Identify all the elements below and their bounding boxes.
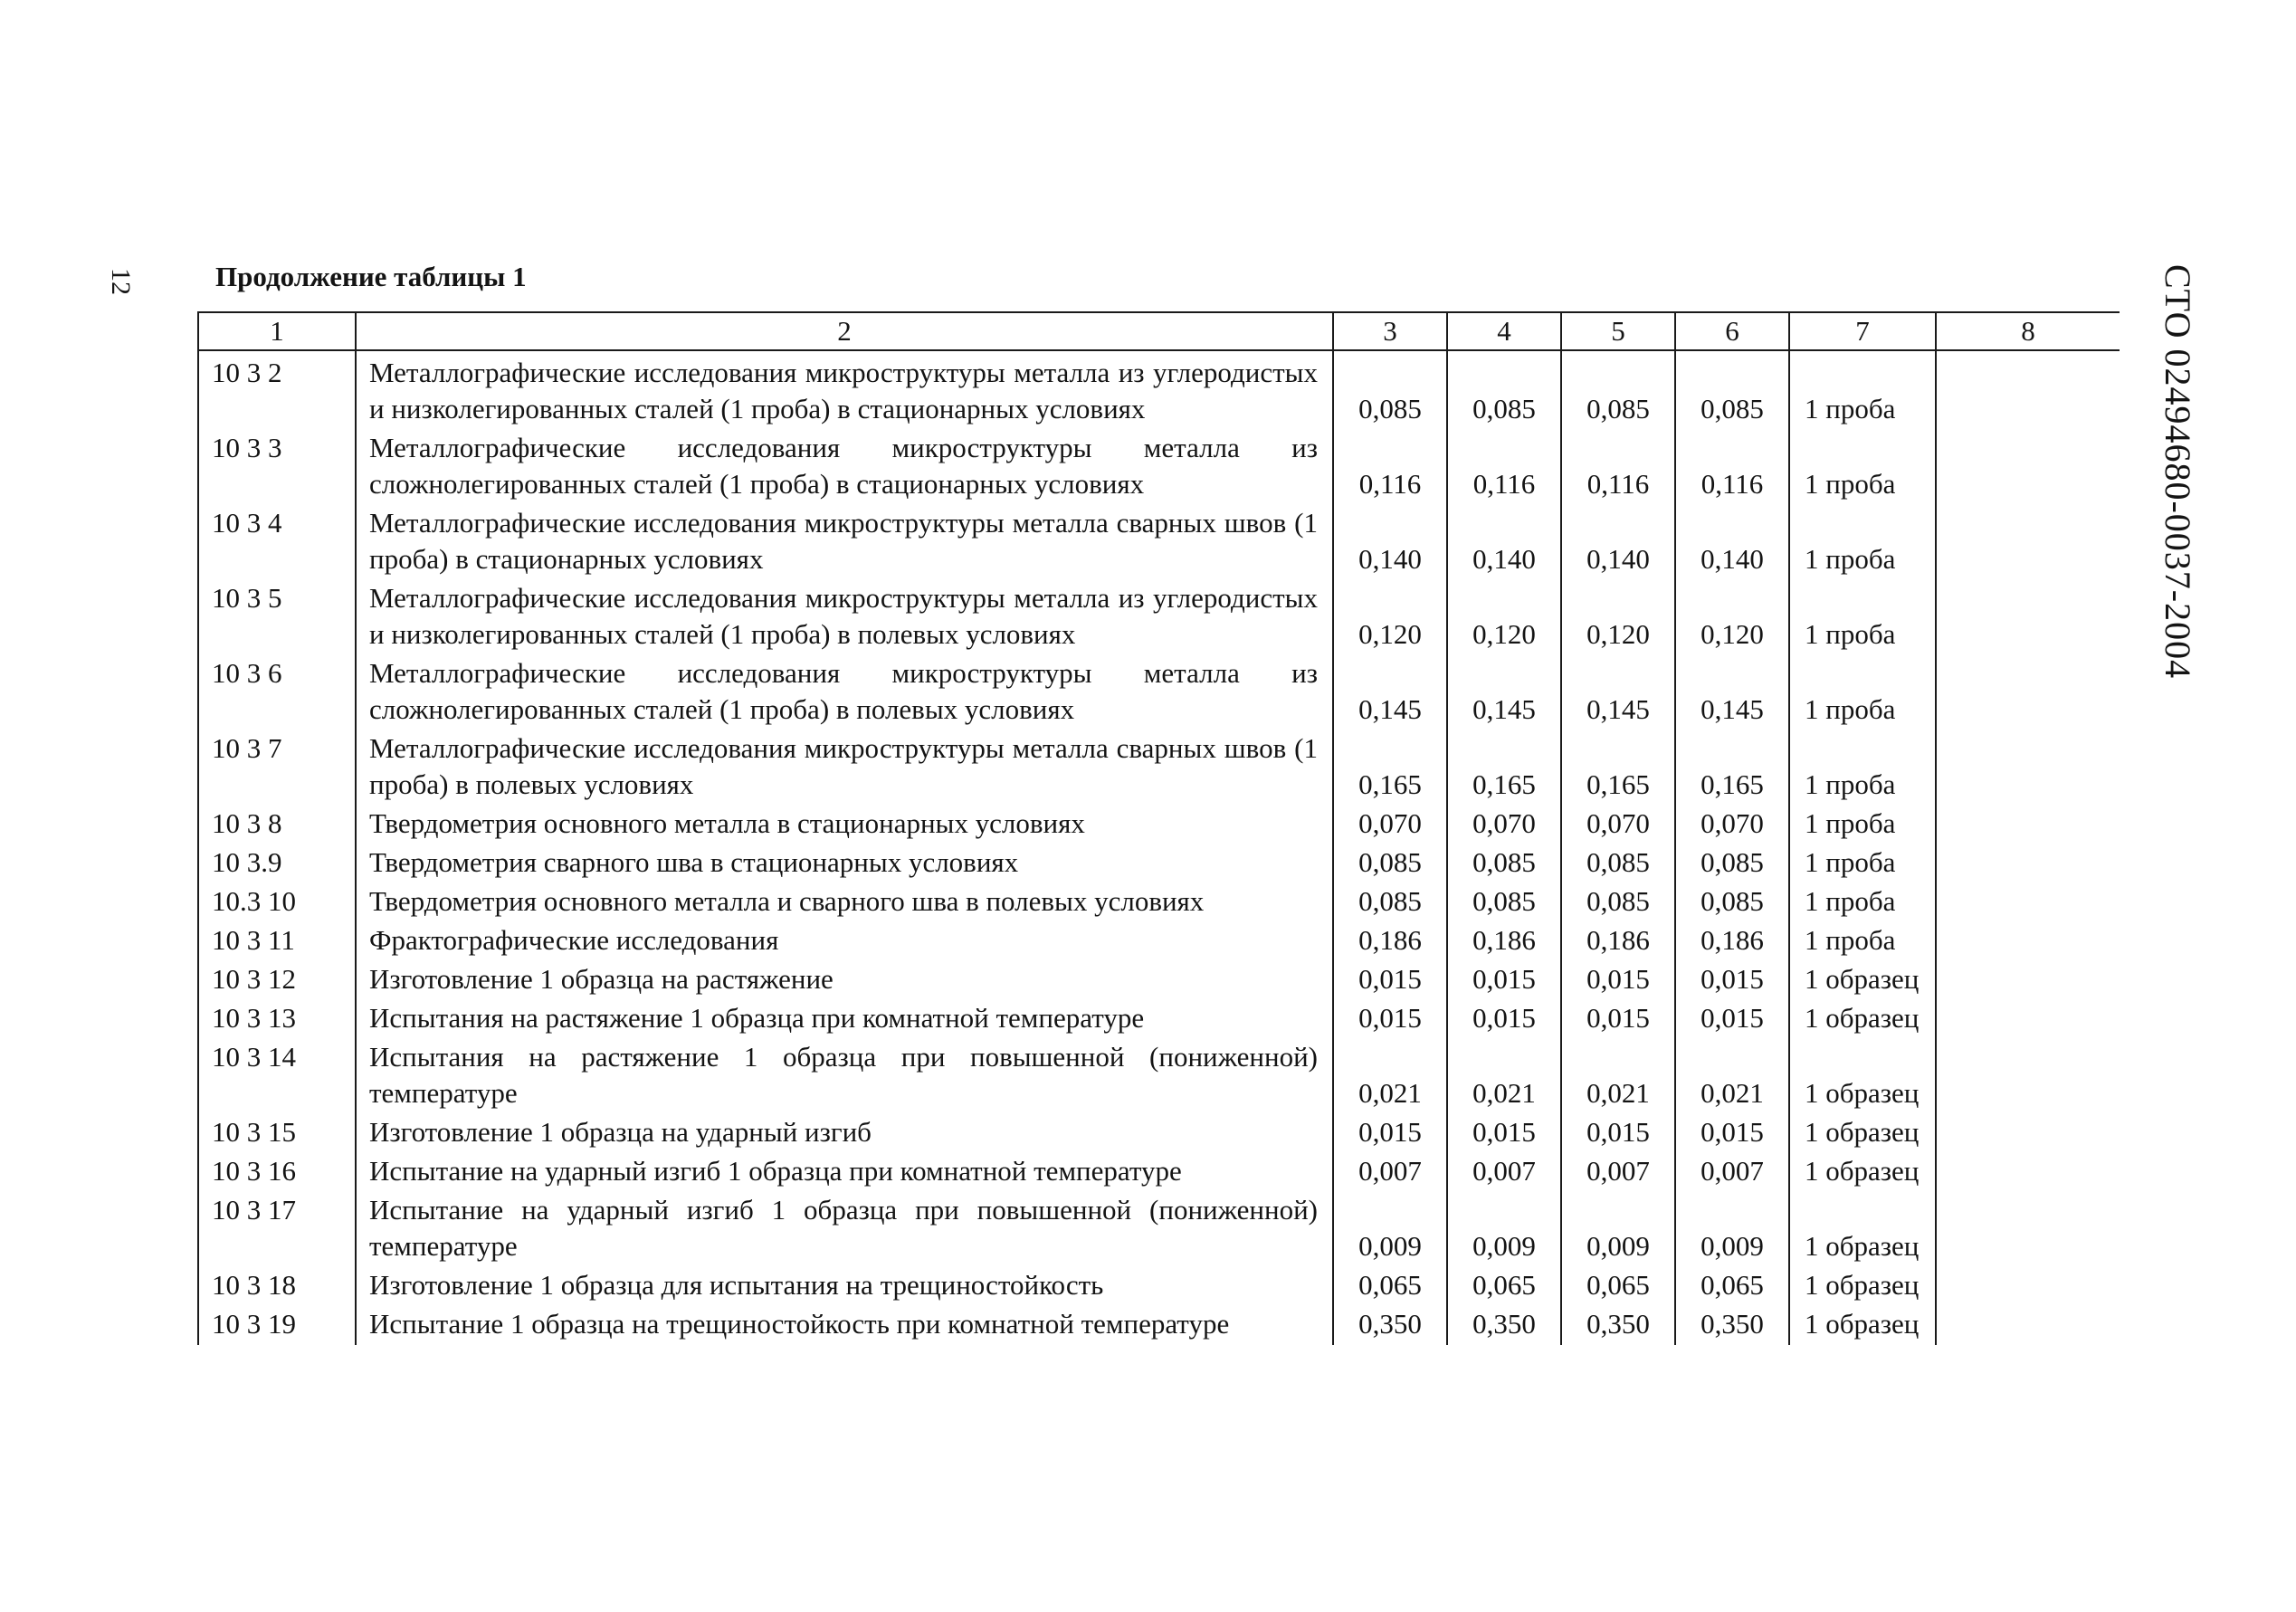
row-unit: 1 образец (1789, 1306, 1936, 1345)
row-value-col8 (1936, 1039, 2120, 1114)
row-value-col8 (1936, 580, 2120, 655)
row-value-col5: 0,015 (1561, 961, 1675, 1000)
page-number: 12 (106, 268, 136, 295)
row-value-col3: 0,120 (1333, 580, 1447, 655)
row-unit: 1 проба (1789, 655, 1936, 730)
row-description: Металлографические исследования микроструктуры металла сварных швов (1 проба) в стационарных условиях (356, 505, 1333, 580)
row-unit: 1 проба (1789, 922, 1936, 961)
row-code: 10 3 15 (198, 1114, 356, 1153)
row-value-col5: 0,065 (1561, 1267, 1675, 1306)
row-value-col6: 0,015 (1675, 1000, 1789, 1039)
table-row (198, 430, 2120, 505)
row-code: 10 3 5 (198, 580, 356, 655)
row-description: Испытание на ударный изгиб 1 образца при повышенной (пониженной) температуре (356, 1192, 1333, 1267)
column-header-2: 2 (356, 312, 1333, 350)
row-value-col6: 0,350 (1675, 1306, 1789, 1345)
row-unit: 1 образец (1789, 1267, 1936, 1306)
row-value-col8 (1936, 961, 2120, 1000)
table-row (198, 1114, 2120, 1153)
row-value-col3: 0,009 (1333, 1192, 1447, 1267)
column-header-6: 6 (1675, 312, 1789, 350)
row-description: Испытания на растяжение 1 образца при повышенной (пониженной) температуре (356, 1039, 1333, 1114)
row-value-col4: 0,085 (1447, 883, 1561, 922)
table-row (198, 580, 2120, 655)
row-description: Фрактографические исследования (356, 922, 1333, 961)
table-header-row (198, 312, 2120, 350)
row-value-col5: 0,186 (1561, 922, 1675, 961)
row-description: Изготовление 1 образца на растяжение (356, 961, 1333, 1000)
row-value-col5: 0,120 (1561, 580, 1675, 655)
row-description: Твердометрия основного металла в стационарных условиях (356, 806, 1333, 844)
row-value-col8 (1936, 844, 2120, 883)
row-value-col4: 0,140 (1447, 505, 1561, 580)
row-value-col6: 0,015 (1675, 961, 1789, 1000)
table-row (198, 1267, 2120, 1306)
table-body (198, 350, 2120, 1345)
row-code: 10 3 8 (198, 806, 356, 844)
row-code: 10 3 6 (198, 655, 356, 730)
row-value-col5: 0,021 (1561, 1039, 1675, 1114)
row-value-col4: 0,186 (1447, 922, 1561, 961)
row-value-col6: 0,021 (1675, 1039, 1789, 1114)
row-code: 10 3 13 (198, 1000, 356, 1039)
row-code: 10 3 12 (198, 961, 356, 1000)
row-value-col8 (1936, 350, 2120, 430)
row-value-col8 (1936, 1000, 2120, 1039)
column-header-1: 1 (198, 312, 356, 350)
table-row (198, 844, 2120, 883)
row-unit: 1 проба (1789, 430, 1936, 505)
document-code: СТО 02494680-0037-2004 (2158, 264, 2198, 680)
row-value-col3: 0,007 (1333, 1153, 1447, 1192)
row-unit: 1 образец (1789, 1039, 1936, 1114)
row-code: 10.3 10 (198, 883, 356, 922)
row-code: 10 3 19 (198, 1306, 356, 1345)
row-value-col4: 0,070 (1447, 806, 1561, 844)
row-value-col8 (1936, 1192, 2120, 1267)
row-unit: 1 образец (1789, 1153, 1936, 1192)
table-row (198, 922, 2120, 961)
row-value-col3: 0,140 (1333, 505, 1447, 580)
row-value-col5: 0,070 (1561, 806, 1675, 844)
row-value-col4: 0,165 (1447, 730, 1561, 806)
row-description: Металлографические исследования микроструктуры металла из сложнолегированных сталей (1 проба) в полевых условиях (356, 655, 1333, 730)
row-value-col3: 0,065 (1333, 1267, 1447, 1306)
row-unit: 1 проба (1789, 350, 1936, 430)
row-value-col4: 0,021 (1447, 1039, 1561, 1114)
row-value-col4: 0,120 (1447, 580, 1561, 655)
table-row (198, 1000, 2120, 1039)
row-value-col3: 0,015 (1333, 1000, 1447, 1039)
column-header-5: 5 (1561, 312, 1675, 350)
table-row (198, 1153, 2120, 1192)
row-value-col3: 0,085 (1333, 844, 1447, 883)
column-header-8: 8 (1936, 312, 2120, 350)
row-value-col6: 0,015 (1675, 1114, 1789, 1153)
row-value-col5: 0,015 (1561, 1114, 1675, 1153)
row-value-col6: 0,186 (1675, 922, 1789, 961)
column-header-4: 4 (1447, 312, 1561, 350)
row-code: 10 3 3 (198, 430, 356, 505)
row-value-col5: 0,015 (1561, 1000, 1675, 1039)
row-value-col4: 0,350 (1447, 1306, 1561, 1345)
row-unit: 1 проба (1789, 883, 1936, 922)
row-unit: 1 проба (1789, 580, 1936, 655)
row-value-col6: 0,116 (1675, 430, 1789, 505)
row-value-col3: 0,165 (1333, 730, 1447, 806)
row-value-col5: 0,007 (1561, 1153, 1675, 1192)
row-value-col5: 0,350 (1561, 1306, 1675, 1345)
row-unit: 1 образец (1789, 1114, 1936, 1153)
row-code: 10 3 17 (198, 1192, 356, 1267)
row-value-col3: 0,350 (1333, 1306, 1447, 1345)
row-unit: 1 образец (1789, 1000, 1936, 1039)
row-description: Испытания на растяжение 1 образца при комнатной температуре (356, 1000, 1333, 1039)
row-unit: 1 проба (1789, 730, 1936, 806)
row-value-col3: 0,021 (1333, 1039, 1447, 1114)
row-value-col4: 0,116 (1447, 430, 1561, 505)
row-description: Твердометрия основного металла и сварного шва в полевых условиях (356, 883, 1333, 922)
row-value-col6: 0,085 (1675, 844, 1789, 883)
row-value-col6: 0,007 (1675, 1153, 1789, 1192)
norms-table-container (197, 311, 2120, 1454)
table-row (198, 1306, 2120, 1345)
row-description: Металлографические исследования микроструктуры металла сварных швов (1 проба) в полевых условиях (356, 730, 1333, 806)
row-value-col8 (1936, 806, 2120, 844)
row-value-col6: 0,009 (1675, 1192, 1789, 1267)
row-value-col8 (1936, 730, 2120, 806)
row-value-col3: 0,085 (1333, 350, 1447, 430)
row-value-col8 (1936, 655, 2120, 730)
row-description: Твердометрия сварного шва в стационарных условиях (356, 844, 1333, 883)
table-row (198, 1039, 2120, 1114)
row-value-col5: 0,145 (1561, 655, 1675, 730)
table-row (198, 730, 2120, 806)
row-code: 10 3 14 (198, 1039, 356, 1114)
row-value-col4: 0,015 (1447, 1000, 1561, 1039)
row-value-col3: 0,145 (1333, 655, 1447, 730)
table-row (198, 350, 2120, 430)
row-value-col3: 0,015 (1333, 961, 1447, 1000)
row-code: 10 3 18 (198, 1267, 356, 1306)
table-row (198, 806, 2120, 844)
row-code: 10 3 4 (198, 505, 356, 580)
row-description: Металлографические исследования микроструктуры металла из углеродистых и низколегированных сталей (1 проба) в стационарных условиях (356, 350, 1333, 430)
row-value-col8 (1936, 430, 2120, 505)
row-code: 10 3 16 (198, 1153, 356, 1192)
row-value-col5: 0,116 (1561, 430, 1675, 505)
row-code: 10 3 7 (198, 730, 356, 806)
row-value-col3: 0,186 (1333, 922, 1447, 961)
row-value-col6: 0,065 (1675, 1267, 1789, 1306)
row-value-col5: 0,165 (1561, 730, 1675, 806)
row-value-col4: 0,009 (1447, 1192, 1561, 1267)
row-value-col6: 0,165 (1675, 730, 1789, 806)
row-value-col4: 0,015 (1447, 961, 1561, 1000)
row-value-col5: 0,085 (1561, 844, 1675, 883)
row-value-col4: 0,145 (1447, 655, 1561, 730)
table-caption: Продолжение таблицы 1 (215, 261, 527, 292)
row-value-col8 (1936, 883, 2120, 922)
row-value-col8 (1936, 1267, 2120, 1306)
table-row (198, 961, 2120, 1000)
row-value-col3: 0,070 (1333, 806, 1447, 844)
row-value-col6: 0,070 (1675, 806, 1789, 844)
row-value-col5: 0,085 (1561, 350, 1675, 430)
row-value-col3: 0,015 (1333, 1114, 1447, 1153)
row-unit: 1 проба (1789, 505, 1936, 580)
column-header-3: 3 (1333, 312, 1447, 350)
row-value-col4: 0,085 (1447, 350, 1561, 430)
row-value-col6: 0,085 (1675, 883, 1789, 922)
row-value-col8 (1936, 1153, 2120, 1192)
row-unit: 1 образец (1789, 1192, 1936, 1267)
row-value-col5: 0,085 (1561, 883, 1675, 922)
row-value-col5: 0,009 (1561, 1192, 1675, 1267)
row-code: 10 3.9 (198, 844, 356, 883)
row-value-col3: 0,116 (1333, 430, 1447, 505)
row-value-col4: 0,015 (1447, 1114, 1561, 1153)
row-value-col6: 0,140 (1675, 505, 1789, 580)
row-value-col6: 0,120 (1675, 580, 1789, 655)
row-description: Металлографические исследования микроструктуры металла из углеродистых и низколегированных сталей (1 проба) в полевых условиях (356, 580, 1333, 655)
row-description: Испытание 1 образца на трещиностойкость при комнатной температуре (356, 1306, 1333, 1345)
row-value-col6: 0,145 (1675, 655, 1789, 730)
table-row (198, 883, 2120, 922)
row-value-col4: 0,065 (1447, 1267, 1561, 1306)
table-row (198, 655, 2120, 730)
row-value-col5: 0,140 (1561, 505, 1675, 580)
table-row (198, 1192, 2120, 1267)
row-unit: 1 проба (1789, 806, 1936, 844)
row-unit: 1 проба (1789, 844, 1936, 883)
row-value-col8 (1936, 1114, 2120, 1153)
norms-table (197, 311, 2120, 1345)
row-value-col8 (1936, 1306, 2120, 1345)
row-value-col8 (1936, 922, 2120, 961)
row-value-col8 (1936, 505, 2120, 580)
row-code: 10 3 11 (198, 922, 356, 961)
row-code: 10 3 2 (198, 350, 356, 430)
row-description: Изготовление 1 образца на ударный изгиб (356, 1114, 1333, 1153)
row-description: Изготовление 1 образца для испытания на трещиностойкость (356, 1267, 1333, 1306)
row-value-col4: 0,085 (1447, 844, 1561, 883)
row-value-col4: 0,007 (1447, 1153, 1561, 1192)
table-row (198, 505, 2120, 580)
row-value-col6: 0,085 (1675, 350, 1789, 430)
row-description: Испытание на ударный изгиб 1 образца при комнатной температуре (356, 1153, 1333, 1192)
row-unit: 1 образец (1789, 961, 1936, 1000)
column-header-7: 7 (1789, 312, 1936, 350)
row-description: Металлографические исследования микроструктуры металла из сложнолегированных сталей (1 проба) в стационарных условиях (356, 430, 1333, 505)
row-value-col3: 0,085 (1333, 883, 1447, 922)
